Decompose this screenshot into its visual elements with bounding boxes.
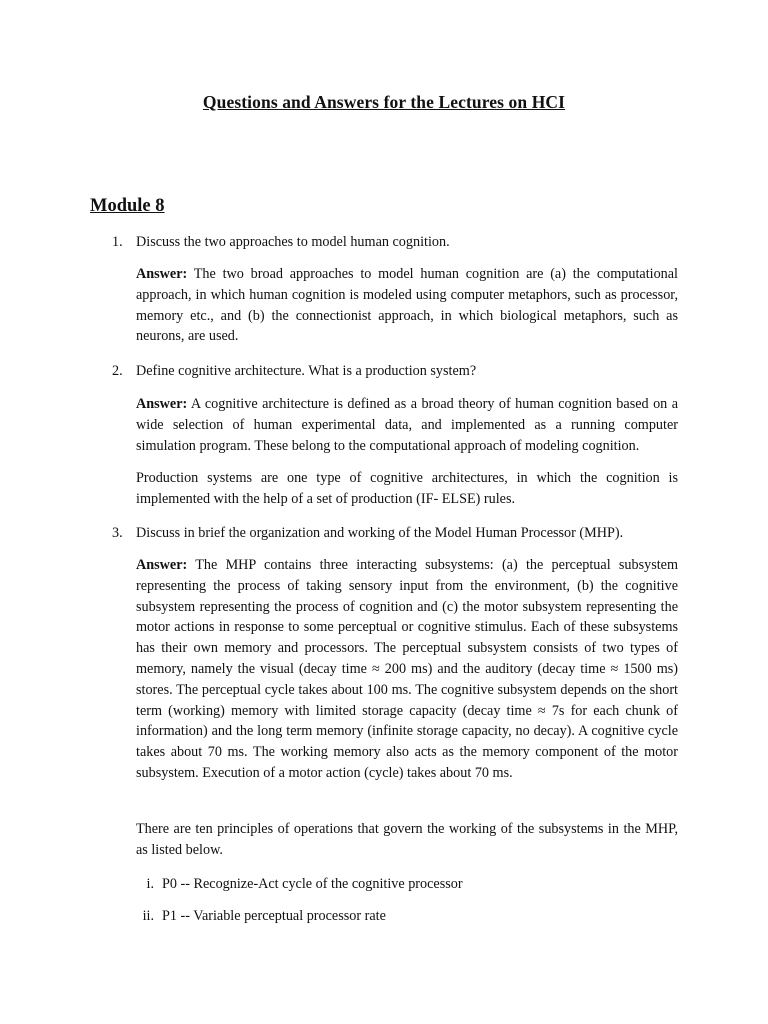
question-number: 1. — [112, 234, 123, 250]
module-heading: Module 8 — [90, 196, 165, 216]
answer-text: The two broad approaches to model human cognition are (a) the computational approach, in which human cognition is modeled using computer metaphors, such as processor, memory etc., and (b) the connectionist approach, in which biological metaphors, such as neurons, are used. — [136, 266, 679, 345]
principle-item — [136, 906, 676, 926]
question-text: Define cognitive architecture. What is a production system? — [136, 363, 477, 379]
answer-label: Answer: — [136, 266, 188, 282]
question-3 — [112, 523, 682, 543]
question-text: Discuss in brief the organization and working of the Model Human Processor (MHP). — [136, 525, 624, 541]
document-title: Questions and Answers for the Lectures on HCI — [202, 92, 566, 112]
principle-item — [136, 874, 676, 894]
answer-text: The MHP contains three interacting subsystems: (a) the perceptual subsystem representing the process of taking sensory input from the environment, (b) the cognitive subsystem representing the process of cognition and (c) the motor subsystem representing the motor actions in response to some perceptual or cognitive stimulus. Each of these subsystems has their own memory and processors. The perceptual subsystem consists of two types of memory, namely the visual (decay time ≈ 200 ms) and the auditory (decay time ≈ 1500 ms) stores. The perceptual cycle takes about 100 ms. The cognitive subsystem depends on the short term (working) memory with limited storage capacity (decay time ≈ 7s for each chunk of information) and the long term memory (infinite storage capacity, no decay). A cognitive cycle takes about 70 ms. The working memory also acts as the memory component of the motor subsystem. Execution of a motor action (cycle) takes about 70 ms. — [136, 557, 679, 781]
principle-text: P1 -- Variable perceptual processor rate — [162, 908, 386, 924]
principle-numeral: ii. — [142, 908, 154, 924]
answer-label: Answer: — [136, 396, 188, 412]
question-1 — [112, 232, 682, 252]
principle-text: P0 -- Recognize-Act cycle of the cognitive processor — [162, 876, 463, 892]
answer-label: Answer: — [136, 557, 188, 573]
question-text: Discuss the two approaches to model human cognition. — [136, 234, 450, 250]
answer-text: A cognitive architecture is defined as a broad theory of human cognition based on a wide selection of human experimental data, and implemented as a running computer simulation program. These belong to the computational approach of modeling cognition. — [136, 396, 679, 454]
principle-numeral: i. — [146, 876, 154, 892]
answer-3 — [136, 555, 678, 784]
answer-2-paragraph-2: Production systems are one type of cognitive architectures, in which the cognition is implemented with the help of a set of production (IF- ELSE) rules. — [136, 470, 678, 507]
question-number: 3. — [112, 525, 123, 541]
answer-3-paragraph-2: There are ten principles of operations that govern the working of the subsystems in the MHP, as listed below. — [136, 821, 678, 858]
answer-1 — [136, 264, 678, 347]
answer-2 — [136, 394, 678, 456]
question-number: 2. — [112, 363, 123, 379]
question-2 — [112, 361, 682, 381]
